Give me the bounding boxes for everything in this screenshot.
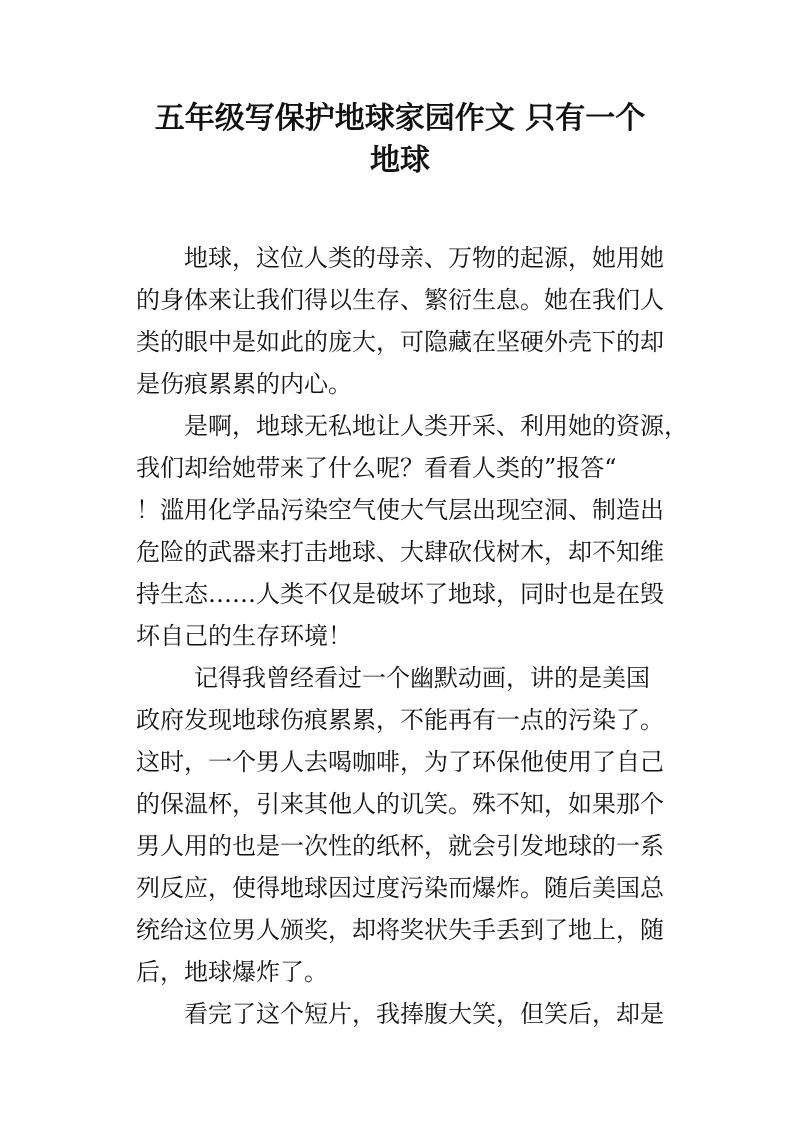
text-line: 地球，这位人类的母亲、万物的起源，她用她 (184, 244, 664, 272)
text-line: 是伤痕累累的内心。 (136, 370, 352, 398)
text-line: 列反应，使得地球因过度污染而爆炸。随后美国总 (136, 874, 664, 902)
text-line: 看完了这个短片，我捧腹大笑，但笑后，却是 (184, 1000, 664, 1028)
text-line: 我们却给她带来了什么呢？看看人类的”报答“ (136, 454, 617, 482)
text-line: 政府发现地球伤痕累累，不能再有一点的污染了。 (136, 706, 664, 734)
text-line: 是啊，地球无私地让人类开采、利用她的资源， (184, 412, 688, 440)
paragraph (136, 657, 676, 993)
text-line: 这时，一个男人去喝咖啡，为了环保他使用了自己 (136, 748, 664, 776)
text-line: 的身体来让我们得以生存、繁衍生息。她在我们人 (136, 286, 664, 314)
paragraph (136, 993, 676, 1035)
text-line: 坏自己的生存环境！ (136, 622, 352, 650)
document-title (100, 98, 700, 182)
title-line: 五年级写保护地球家园作文 只有一个 (154, 101, 646, 136)
text-line: 的保温杯，引来其他人的讥笑。殊不知，如果那个 (136, 790, 664, 818)
paragraph (136, 237, 676, 405)
text-line: 危险的武器来打击地球、大肆砍伐树木，却不知维 (136, 538, 664, 566)
document-body (136, 237, 688, 1035)
text-line: 男人用的也是一次性的纸杯，就会引发地球的一系 (136, 832, 664, 860)
title-line: 地球 (370, 143, 430, 178)
text-line: 记得我曾经看过一个幽默动画，讲的是美国 (194, 664, 650, 692)
text-line: ！滥用化学品污染空气使大气层出现空洞、制造出 (136, 496, 664, 524)
text-line: 后，地球爆炸了。 (136, 958, 328, 986)
paragraph (136, 405, 688, 657)
text-line: 类的眼中是如此的庞大，可隐藏在坚硬外壳下的却 (136, 328, 664, 356)
text-line: 持生态……人类不仅是破坏了地球，同时也是在毁 (136, 580, 664, 608)
text-line: 统给这位男人颁奖，却将奖状失手丢到了地上，随 (136, 916, 664, 944)
